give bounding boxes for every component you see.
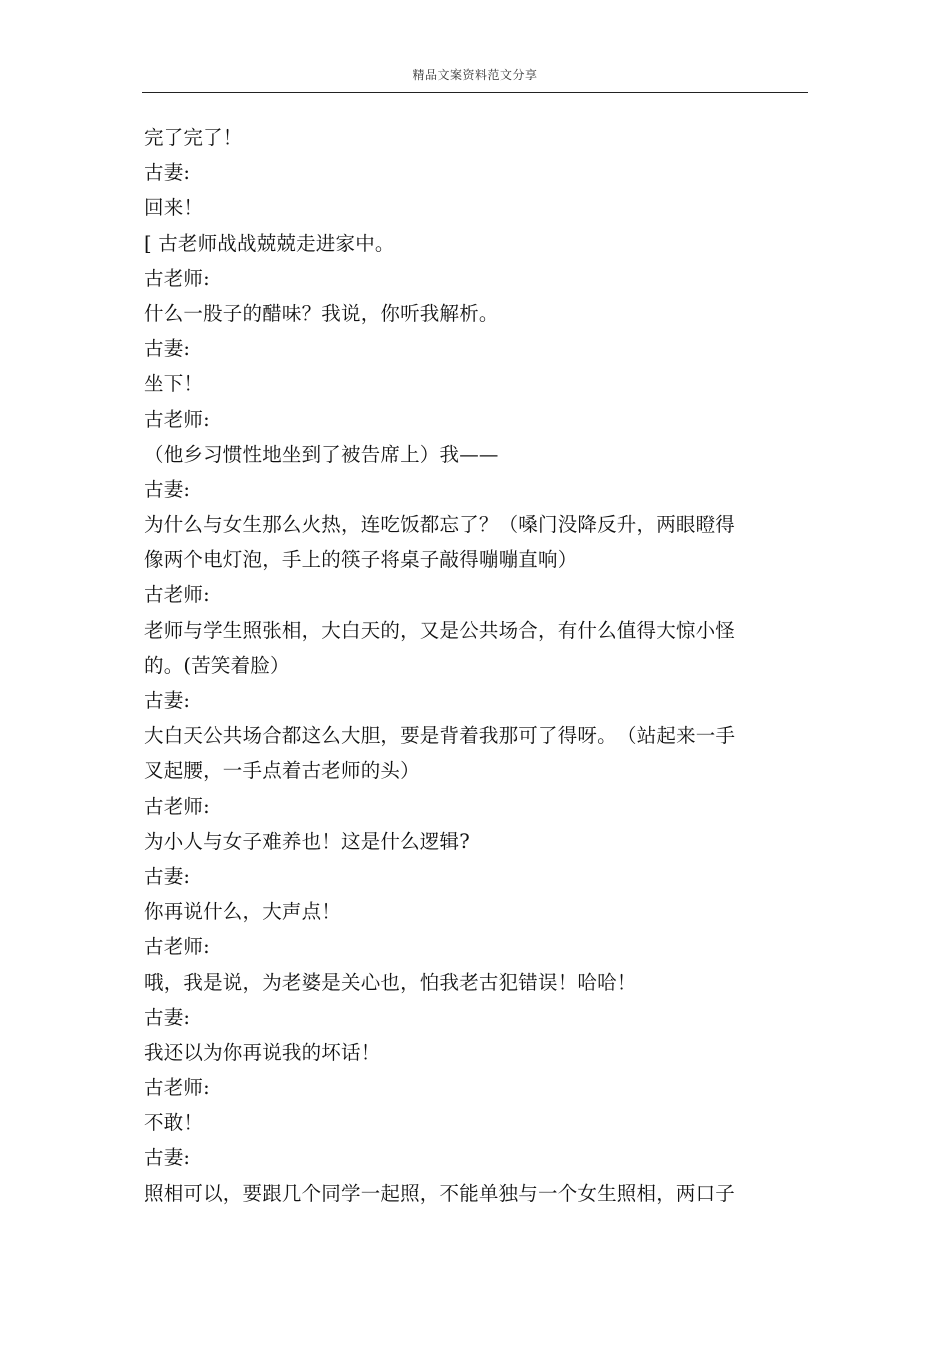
speaker-label: 古妻:: [144, 477, 191, 501]
speaker-label: 古妻:: [144, 864, 191, 888]
speaker-label: 古老师:: [144, 935, 210, 959]
speaker-label: 古妻:: [144, 161, 191, 185]
text-line: 我还以为你再说我的坏话！: [144, 1040, 381, 1064]
text-line: 哦，我是说，为老婆是关心也，怕我老古犯错误！哈哈！: [144, 970, 637, 994]
speaker-label: 古妻:: [144, 337, 191, 361]
text-line: 为小人与女子难养也！这是什么逻辑?: [144, 829, 470, 853]
text-line: 什么一股子的醋味？我说，你听我解析。: [144, 301, 499, 325]
text-line: 不敢！: [144, 1111, 204, 1135]
text-line: 像两个电灯泡，手上的筷子将桌子敲得嘣嘣直响）: [144, 548, 578, 572]
text-line: （他乡习惯性地坐到了被告席上）我——: [144, 442, 499, 466]
speaker-label: 古老师:: [144, 794, 210, 818]
speaker-label: 古妻:: [144, 1146, 191, 1170]
text-line: 大白天公共场合都这么大胆，要是背着我那可了得呀。 （站起来一手: [144, 724, 736, 748]
text-line: 叉起腰，一手点着古老师的头）: [144, 759, 420, 783]
speaker-label: 古妻:: [144, 689, 191, 712]
document-body: [144, 120, 804, 1211]
text-line: 你再说什么，大声点！: [144, 900, 342, 924]
speaker-label: 古老师:: [144, 266, 210, 290]
speaker-label: 古老师:: [144, 583, 210, 607]
speaker-label: 古妻:: [144, 1005, 191, 1029]
text-line: 回来！: [144, 196, 204, 220]
speaker-label: 古老师:: [144, 407, 210, 431]
speaker-label: 古老师:: [144, 1076, 210, 1100]
header-title: 精品文案资料范文分享: [412, 68, 538, 82]
text-line: 老师与学生照张相，大白天的，又是公共场合，有什么值得大惊小怪: [144, 618, 736, 642]
text-line: 坐下！: [144, 372, 204, 396]
stage-direction: [ 古老师战战兢兢走进家中。: [144, 231, 395, 255]
text-line: 的。(苦笑着脸）: [144, 653, 290, 677]
text-line: 为什么与女生那么火热，连吃饭都忘了？（嗓门没降反升，两眼瞪得: [144, 513, 736, 537]
text-line: 完了完了！: [144, 126, 243, 149]
text-line: 照相可以，要跟几个同学一起照，不能单独与一个女生照相，两口子: [144, 1181, 736, 1205]
page-header: [142, 64, 808, 93]
